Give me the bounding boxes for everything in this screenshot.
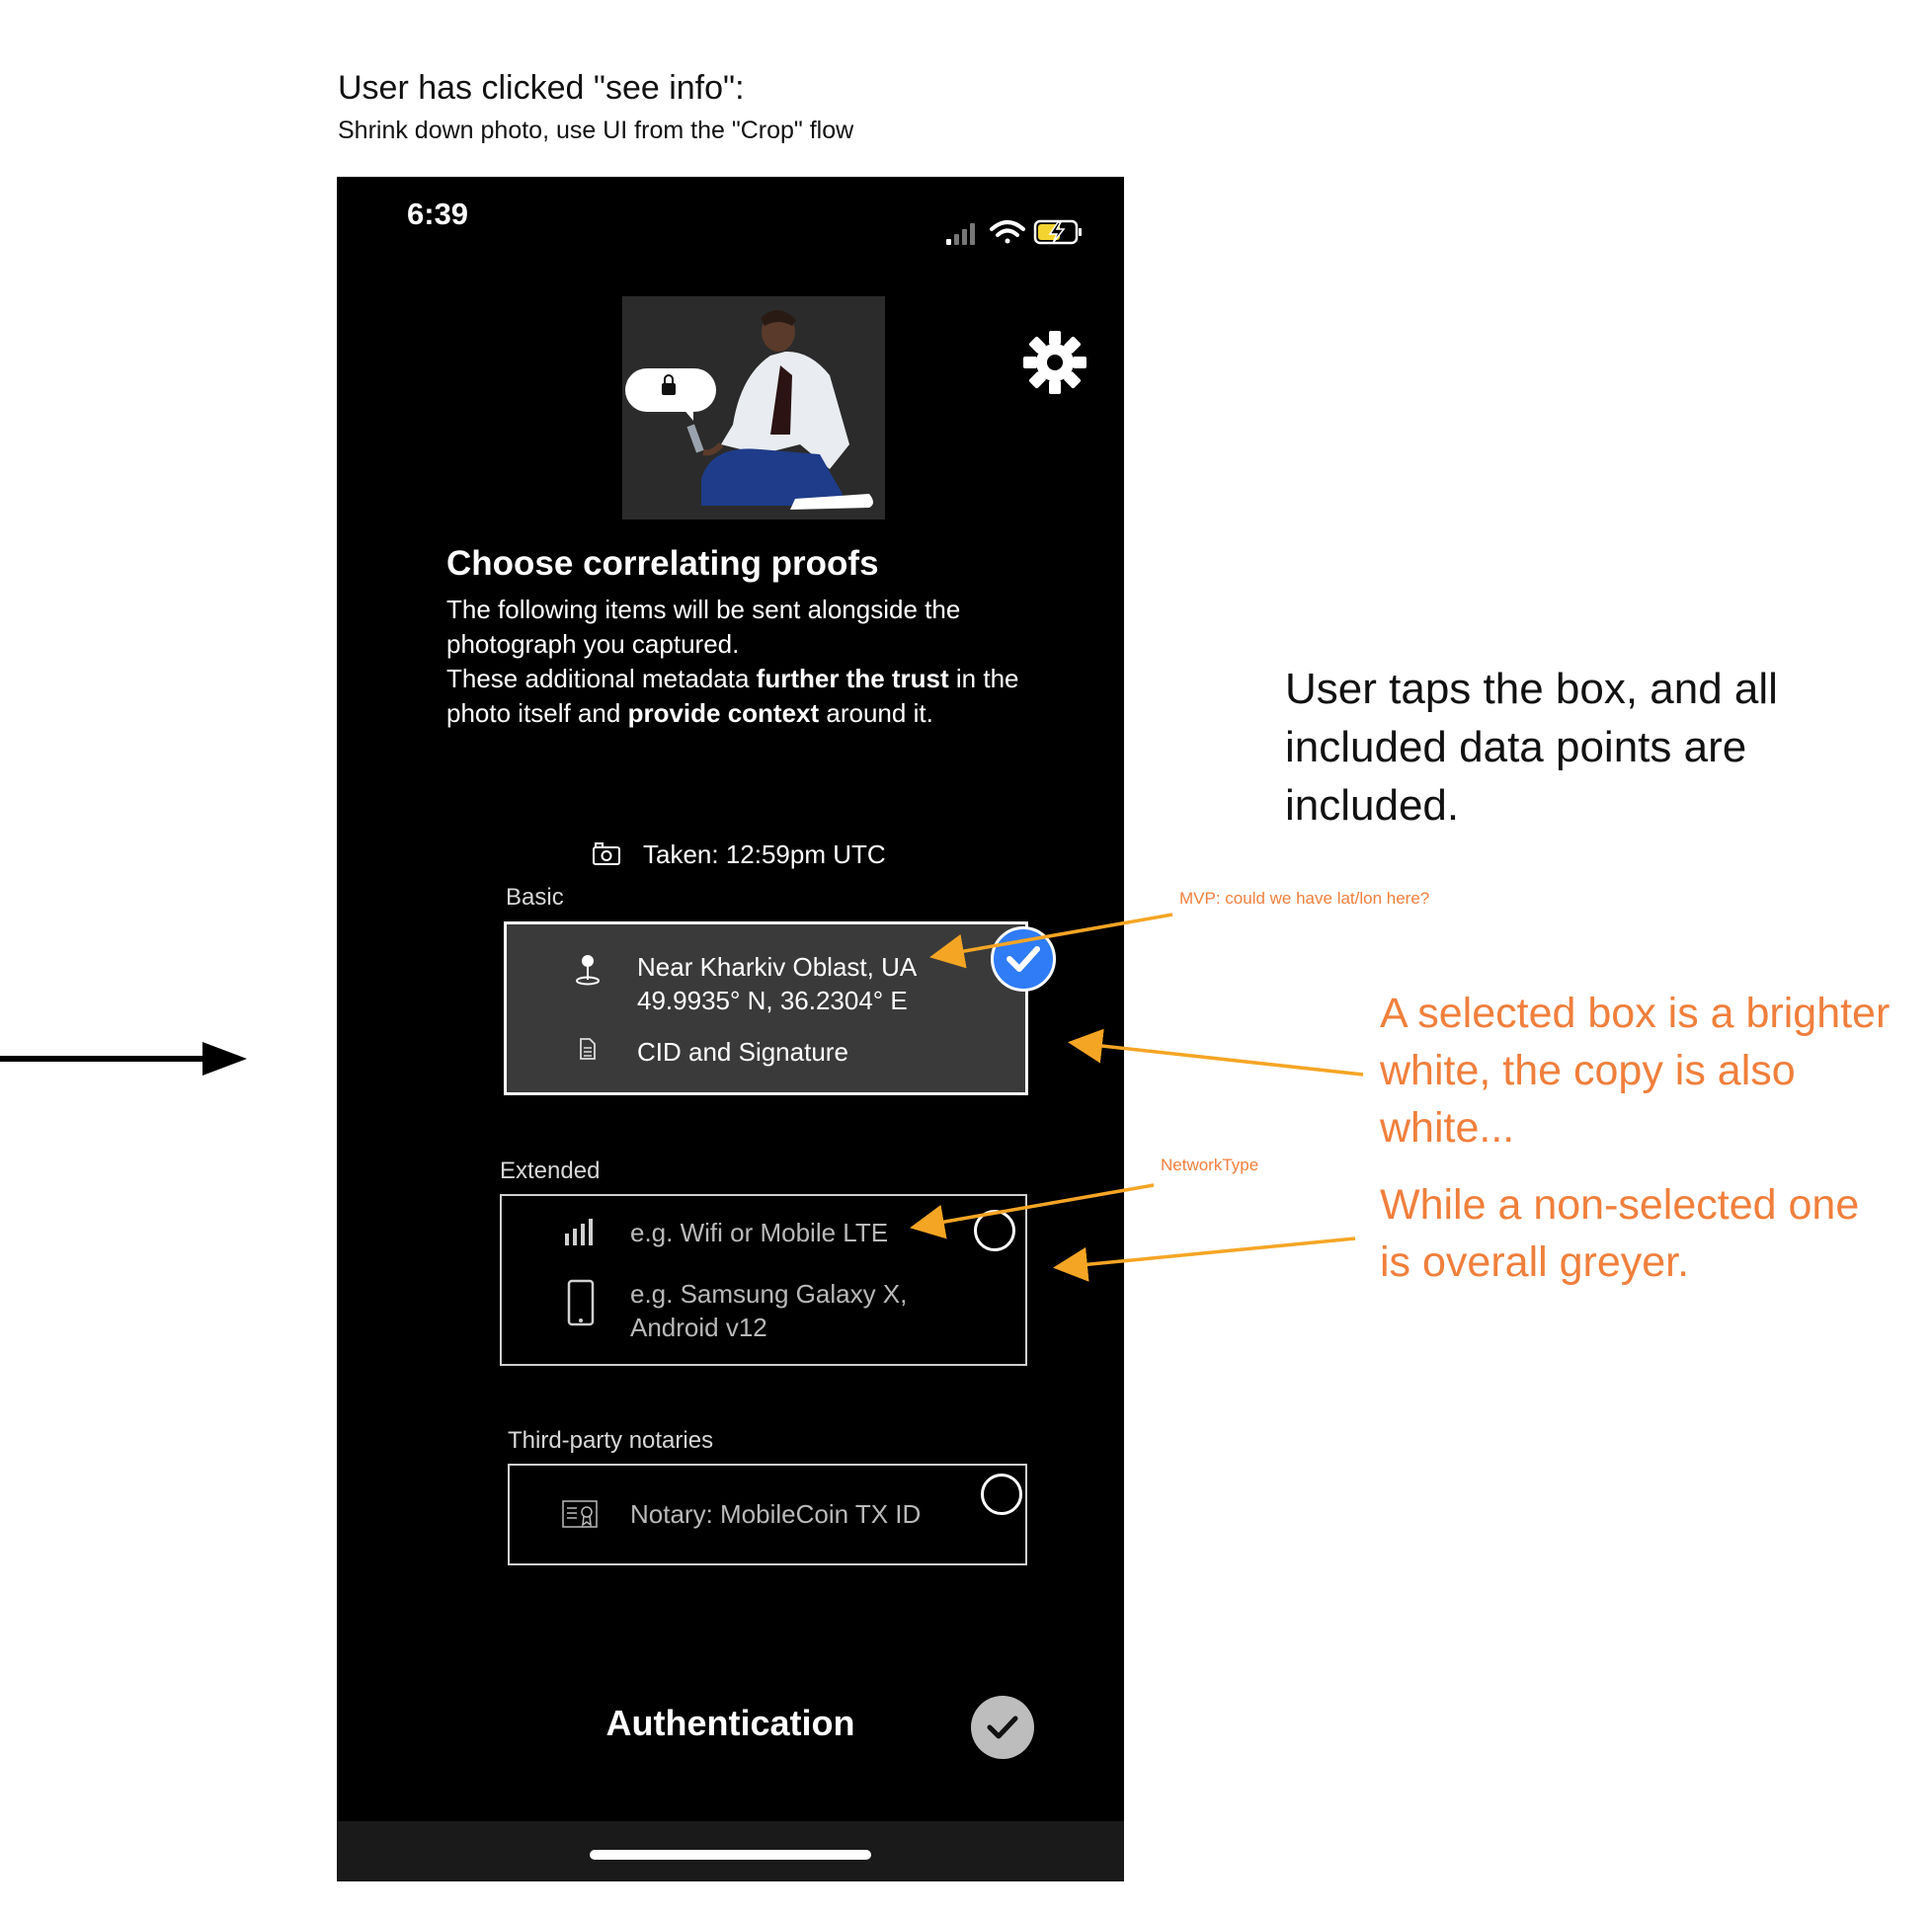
- screen-title: Choose correlating proofs: [446, 544, 879, 583]
- network-note: NetworkType: [1161, 1156, 1259, 1174]
- unselected-note: While a non-selected one is overall greyer.: [1380, 1181, 1860, 1286]
- section-label-basic: Basic: [506, 884, 564, 911]
- taken-label: Taken: 12:59pm UTC: [643, 838, 886, 869]
- network-arrow: [917, 1185, 1154, 1227]
- right-note: User taps the box, and all included data points are included.: [1285, 665, 1778, 830]
- device-line-1: e.g. Samsung Galaxy X,: [630, 1279, 908, 1309]
- device-line-2: Android v12: [630, 1313, 767, 1342]
- network-type-label: e.g. Wifi or Mobile LTE: [630, 1218, 889, 1247]
- mvp-arrow: [936, 915, 1172, 956]
- description-line-1: The following items will be sent alongside the photograph you captured.: [446, 595, 961, 659]
- location-coordinates: 49.9935° N, 36.2304° E: [637, 986, 908, 1015]
- section-label-extended: Extended: [500, 1158, 601, 1184]
- left-black-arrow: [0, 1042, 247, 1076]
- mvp-note: MVP: could we have lat/lon here?: [1179, 889, 1430, 908]
- page-subheading: Shrink down photo, use UI from the "Crop" flow: [338, 117, 854, 144]
- location-name: Near Kharkiv Oblast, UA: [637, 952, 918, 982]
- selected-note: A selected box is a brighter white, the copy is also white...: [1380, 990, 1891, 1152]
- description-line-2: These additional metadata further the trust in the photo itself and provide context around it.: [446, 664, 1019, 728]
- status-time: 6:39: [407, 197, 469, 231]
- unselected-arrow: [1060, 1238, 1355, 1267]
- section-label-notaries: Third-party notaries: [508, 1427, 714, 1454]
- selected-arrow: [1075, 1043, 1363, 1075]
- cid-label: CID and Signature: [637, 1037, 848, 1067]
- authentication-title: Authentication: [605, 1703, 855, 1743]
- page-heading: User has clicked "see info":: [338, 69, 745, 107]
- notary-label: Notary: MobileCoin TX ID: [630, 1499, 922, 1529]
